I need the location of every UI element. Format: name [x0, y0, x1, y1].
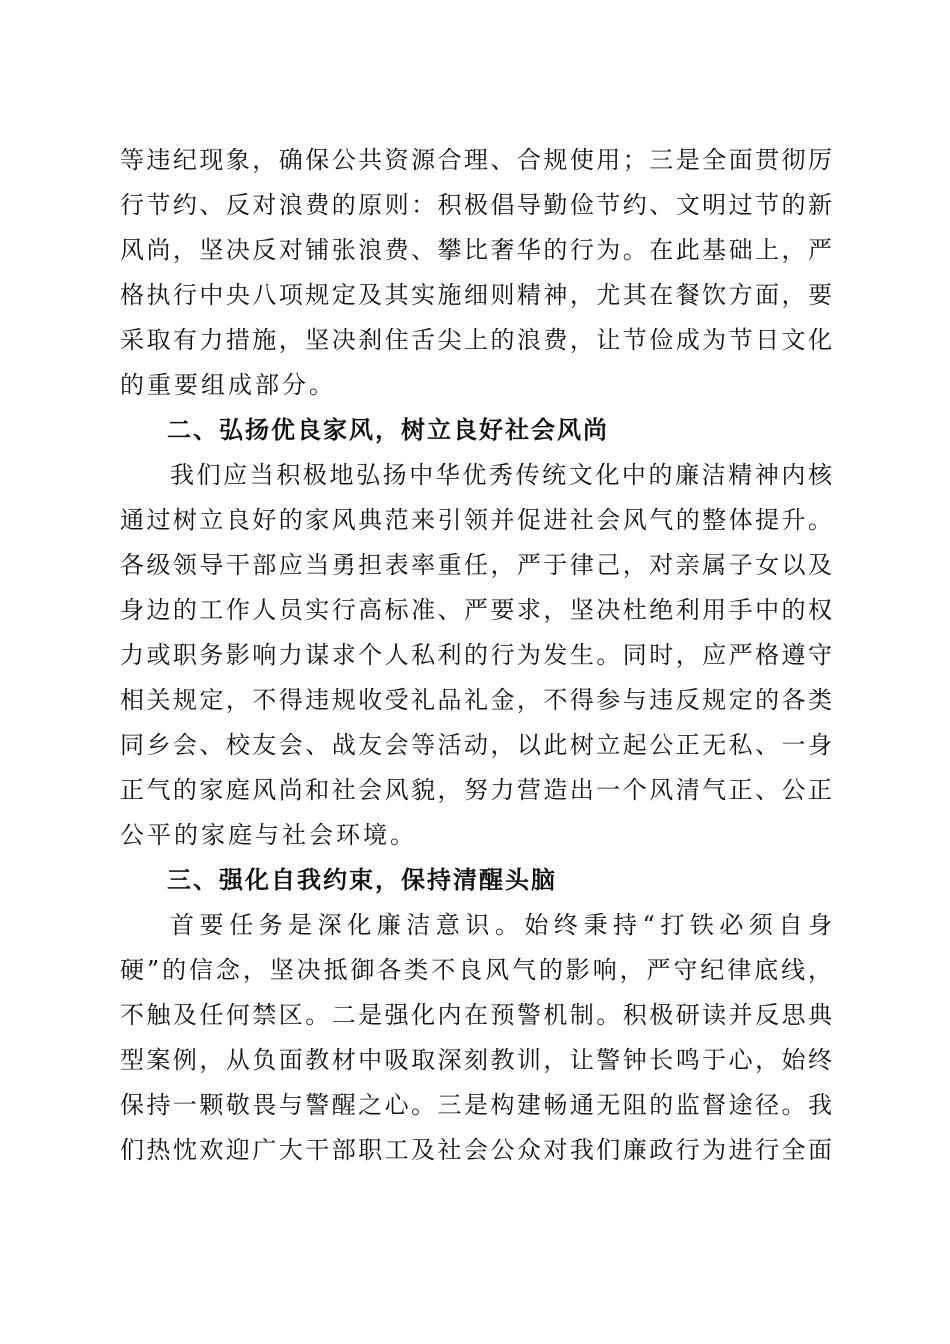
text-line: 正气的家庭风尚和社会风貌，努力营造出一个风清气正、公正: [120, 776, 832, 804]
text-line: 各级领导干部应当勇担表率重任，严于律己，对亲属子女以及: [120, 551, 832, 579]
text-line: 同乡会、校友会、战友会等活动，以此树立起公正无私、一身: [120, 731, 832, 759]
text-line: 格执行中央八项规定及其实施细则精神，尤其在餐饮方面，要: [120, 281, 832, 309]
text-line: 等违纪现象，确保公共资源合理、合规使用；三是全面贯彻厉: [120, 146, 832, 174]
text-line: 们热忱欢迎广大干部职工及社会公众对我们廉政行为进行全面: [120, 1136, 832, 1164]
text-line: 采取有力措施，坚决刹住舌尖上的浪费，让节俭成为节日文化: [120, 326, 832, 354]
text-line: 硬”的信念，坚决抵御各类不良风气的影响，严守纪律底线，: [120, 956, 832, 984]
text-line: 相关规定，不得违规收受礼品礼金，不得参与违反规定的各类: [120, 686, 832, 714]
text-line: 型案例，从负面教材中吸取深刻教训，让警钟长鸣于心，始终: [120, 1046, 832, 1074]
text-line: 的重要组成部分。: [120, 371, 336, 399]
text-line: 公平的家庭与社会环境。: [120, 821, 417, 849]
text-line: 力或职务影响力谋求个人私利的行为发生。同时，应严格遵守: [120, 641, 832, 669]
text-line: 行节约、反对浪费的原则：积极倡导勤俭节约、文明过节的新: [120, 191, 832, 219]
section-heading: 二、弘扬优良家风，树立良好社会风尚: [167, 416, 609, 444]
section-heading: 三、强化自我约束，保持清醒头脑: [167, 866, 557, 894]
text-line: 身边的工作人员实行高标准、严要求，坚决杜绝利用手中的权: [120, 596, 832, 624]
text-line: 保持一颗敬畏与警醒之心。三是构建畅通无阻的监督途径。我: [120, 1091, 832, 1119]
paragraph-first-line: 首要任务是深化廉洁意识。始终秉持“打铁必须自身: [170, 911, 832, 939]
text-line: 风尚，坚决反对铺张浪费、攀比奢华的行为。在此基础上，严: [120, 236, 832, 264]
text-line: 通过树立良好的家风典范来引领并促进社会风气的整体提升。: [120, 506, 832, 534]
text-line: 不触及任何禁区。二是强化内在预警机制。积极研读并反思典: [120, 1001, 832, 1029]
paragraph-first-line: 我们应当积极地弘扬中华优秀传统文化中的廉洁精神内核: [170, 461, 832, 489]
